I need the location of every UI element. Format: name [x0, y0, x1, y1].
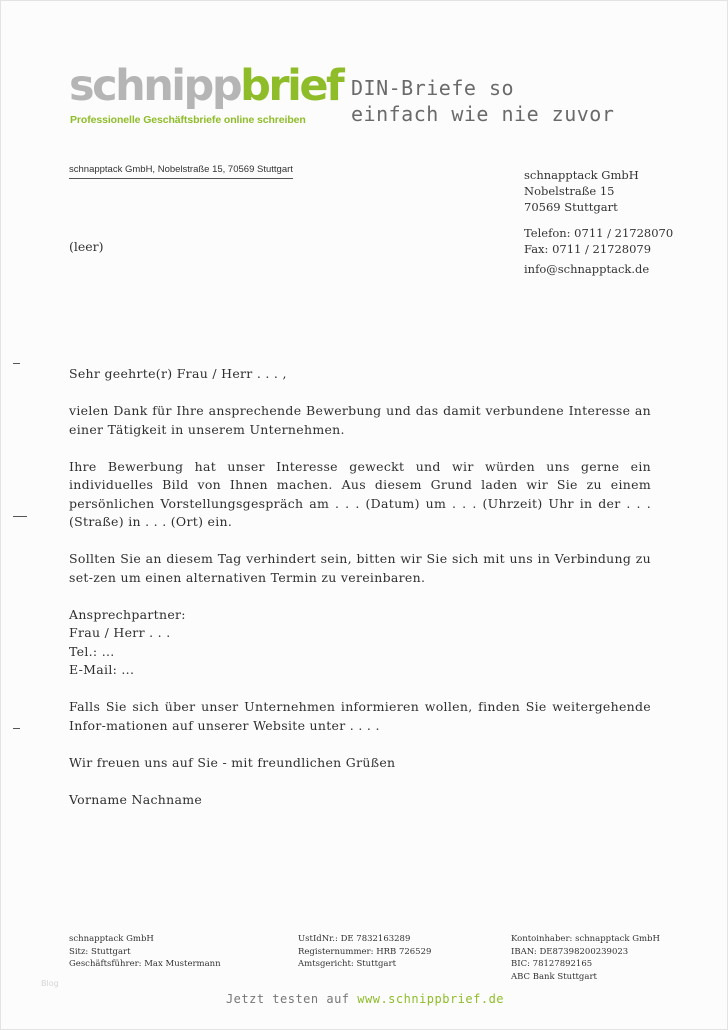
logo-text-green: brief: [240, 61, 343, 111]
footer-line: Kontoinhaber: schnapptack GmbH: [511, 934, 660, 944]
contact-person-heading: Ansprechpartner:: [69, 606, 186, 622]
contact-email: info@schnapptack.de: [524, 262, 650, 276]
contact-person-tel: Tel.: ...: [69, 643, 115, 659]
blog-watermark: Blog: [41, 979, 59, 988]
slogan: [351, 75, 614, 127]
contact-company: schnapptack GmbH: [524, 168, 639, 182]
footer-bank-info: [511, 933, 660, 983]
contact-phone: Telefon: 0711 / 21728070: [524, 226, 674, 240]
signature: Vorname Nachname: [69, 791, 203, 807]
footer-line: IBAN: DE87398200239023: [511, 946, 629, 957]
fold-mark-top: [13, 363, 20, 364]
cta-line: [1, 992, 728, 1006]
sender-address-line: schnapptack GmbH, Nobelstraße 15, 70569 Stuttgart: [69, 164, 293, 179]
paragraph-website: Falls Sie sich über unser Unternehmen informieren wollen, finden Sie weitergehende Infor-mationen auf unserer Website unter . . . .: [69, 699, 651, 733]
footer-line: Registernummer: HRB 726529: [298, 946, 432, 957]
contact-person-block: [69, 606, 651, 680]
footer-line: BIC: 78127892165: [511, 959, 593, 969]
recipient-address: (leer): [69, 239, 104, 254]
footer-line: UstIdNr.: DE 7832163289: [298, 934, 411, 944]
contact-city: 70569 Stuttgart: [524, 200, 618, 214]
logo-text-gray: schnipp: [69, 61, 241, 111]
footer-line: Geschäftsführer: Max Mustermann: [69, 959, 221, 969]
logo-tagline: Professionelle Geschäftsbriefe online schreiben: [70, 114, 306, 126]
footer-line: ABC Bank Stuttgart: [511, 971, 597, 982]
schnippbrief-logo[interactable]: [69, 61, 343, 111]
cta-text: Jetzt testen auf: [225, 992, 358, 1006]
hole-punch-mark: [13, 516, 27, 517]
footer-line: Amtsgericht: Stuttgart: [298, 959, 396, 969]
footer-line: schnapptack GmbH: [69, 934, 154, 944]
salutation: Sehr geehrte(r) Frau / Herr . . . ,: [69, 366, 287, 381]
cta-url-link[interactable]: www.schnippbrief.de: [357, 992, 505, 1006]
contact-street: Nobelstraße 15: [524, 184, 615, 198]
sender-contact-block: [524, 167, 673, 277]
closing: Wir freuen uns auf Sie - mit freundlichen Grüßen: [69, 754, 396, 770]
slogan-line-1: DIN-Briefe so: [351, 76, 515, 100]
footer-registration-info: [298, 933, 431, 971]
footer-line: Sitz: Stuttgart: [69, 946, 131, 957]
contact-fax: Fax: 0711 / 21728079: [524, 242, 652, 256]
letter-body: [69, 365, 651, 828]
contact-person-name: Frau / Herr . . .: [69, 625, 171, 640]
contact-person-email: E-Mail: ...: [69, 662, 135, 677]
footer-company-info: [69, 933, 221, 971]
paragraph-reschedule: Sollten Sie an diesem Tag verhindert sein, bitten wir Sie sich mit uns in Verbindung zu set-zen um einen alternativen Termin zu vereinbaren.: [69, 551, 651, 585]
fold-mark-bottom: [13, 728, 20, 729]
paragraph-thanks: vielen Dank für Ihre ansprechende Bewerbung und das damit verbundene Interesse an einer Tätigkeit in unserem Unternehmen.: [69, 403, 651, 437]
paragraph-invitation: Ihre Bewerbung hat unser Interesse geweckt und wir würden uns gerne ein individuelles Bild von Ihnen machen. Aus diesem Grund laden wir Sie zu einem persönlichen Vorstellungsgespräch am . . . (Datum) um . . . (Uhrzeit) Uhr in der . . . (Straße) in . . . (Ort) ein.: [69, 458, 651, 529]
slogan-line-2: einfach wie nie zuvor: [351, 102, 615, 126]
